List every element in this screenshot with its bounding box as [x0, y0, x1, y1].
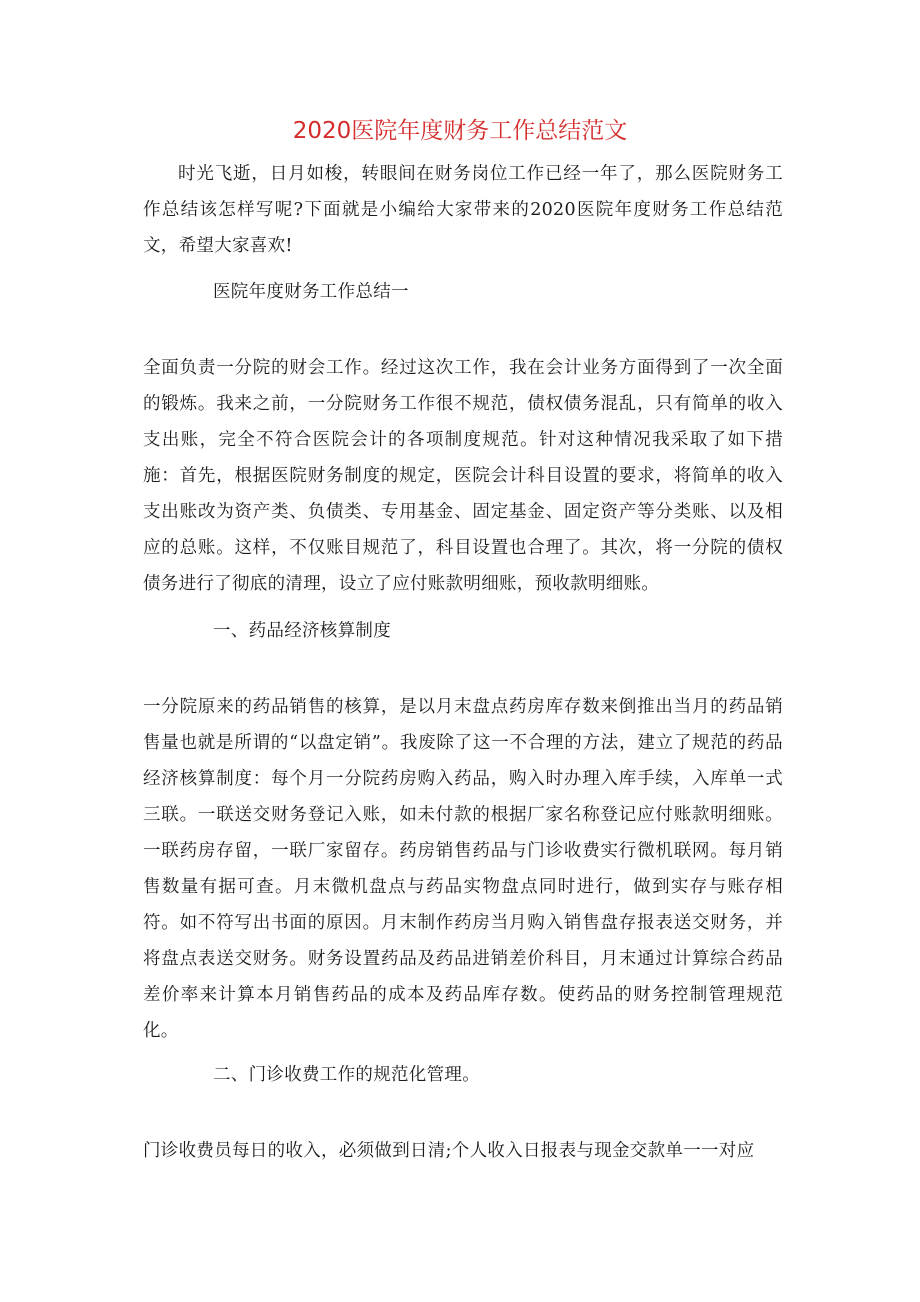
- paragraph-drug-accounting: 一分院原来的药品销售的核算，是以月末盘点药房库存数来倒推出当月的药品销售量也就是所谓的“以盘定销”。我废除了这一不合理的方法，建立了规范的药品经济核算制度：每个月一分院药房购入药品，购入时办理入库手续，入库单一式三联。一联送交财务登记入账，如未付款的根据厂家名称登记应付账款明细账。一联药房存留，一联厂家留存。药房销售药品与门诊收费实行微机联网。每月销售数量有据可查。月末微机盘点与药品实物盘点同时进行，做到实存与账存相符。如不符写出书面的原因。月末制作药房当月购入销售盘存报表送交财务，并将盘点表送交财务。财务设置药品及药品进销差价科目，月末通过计算综合药品差价率来计算本月销售药品的成本及药品库存数。使药品的财务控制管理规范化。: [143, 697, 783, 1041]
- heading-outpatient-fees: 二、门诊收费工作的规范化管理。: [213, 1065, 480, 1085]
- section-title: 医院年度财务工作总结一: [213, 282, 409, 302]
- intro-paragraph: 时光飞逝，日月如梭，转眼间在财务岗位工作已经一年了，那么医院财务工作总结该怎样写呢?下面就是小编给大家带来的2020医院年度财务工作总结范文，希望大家喜欢!: [143, 164, 783, 256]
- paragraph-accounting-reform: 全面负责一分院的财会工作。经过这次工作，我在会计业务方面得到了一次全面的锻炼。我来之前，一分院财务工作很不规范，债权债务混乱，只有简单的收入支出账，完全不符合医院会计的各项制度规范。针对这种情况我采取了如下措施：首先，根据医院财务制度的规定，医院会计科目设置的要求，将简单的收入支出账改为资产类、负债类、专用基金、固定基金、固定资产等分类账、以及相应的总账。这样，不仅账目规范了，科目设置也合理了。其次，将一分院的债权债务进行了彻底的清理，设立了应付账款明细账，预收款明细账。: [143, 358, 783, 594]
- paragraph-outpatient-fees: 门诊收费员每日的收入，必须做到日清;个人收入日报表与现金交款单一一对应: [143, 1141, 755, 1161]
- heading-drug-accounting: 一、药品经济核算制度: [213, 621, 391, 641]
- document-title: 2020医院年度财务工作总结范文: [292, 118, 628, 144]
